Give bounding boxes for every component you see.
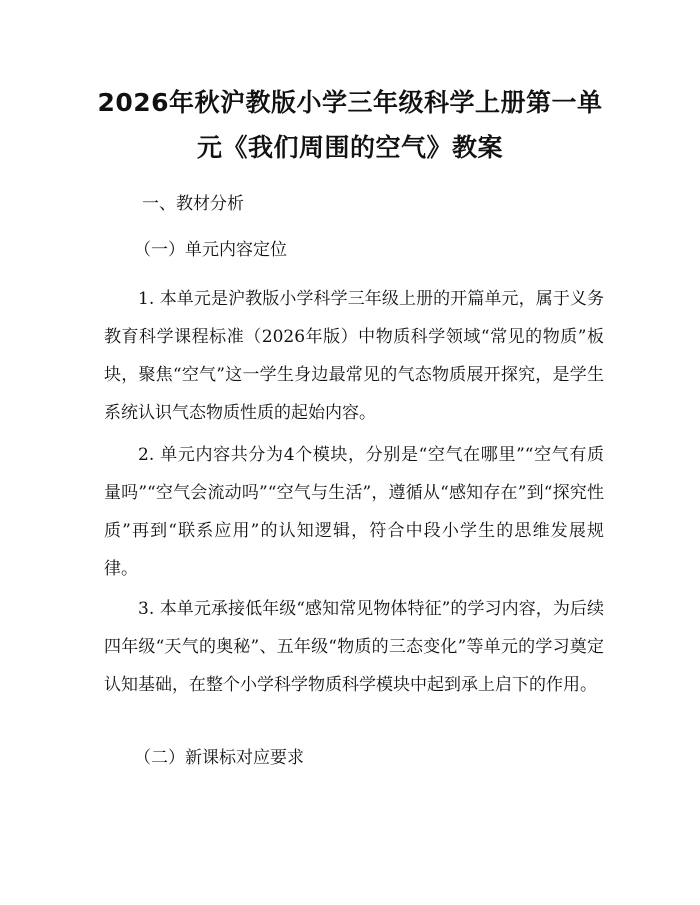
paragraph-3: 3. 本单元承接低年级“感知常见物体特征”的学习内容，为后续四年级“天气的奥秘”、五年级“物质的三态变化”等单元的学习奠定认知基础，在整个小学科学物质科学模块中起到承上启下的作用。	[104, 599, 604, 695]
document-title-line-1: 2026年秋沪教版小学三年级科学上册第一单	[97, 88, 603, 117]
subsection-heading-curriculum-requirements: （二）新课标对应要求	[134, 748, 304, 768]
paragraph-2: 2. 单元内容共分为4个模块，分别是“空气在哪里”“空气有质量吗”“空气会流动吗”“空气与生活”，遵循从“感知存在”到“探究性质”再到“联系应用”的认知逻辑，符合中段小学生的思维发展规律。	[104, 445, 604, 579]
paragraph-1: 1. 本单元是沪教版小学科学三年级上册的开篇单元，属于义务教育科学课程标准（2026年版）中物质科学领域“常见的物质”板块，聚焦“空气”这一学生身边最常见的气态物质展开探究，是学生系统认识气态物质性质的起始内容。	[104, 289, 604, 423]
subsection-heading-unit-positioning: （一）单元内容定位	[134, 240, 287, 260]
section-heading-teaching-material-analysis: 一、教材分析	[142, 194, 244, 214]
document-title-line-2: 元《我们周围的空气》教案	[196, 133, 503, 162]
